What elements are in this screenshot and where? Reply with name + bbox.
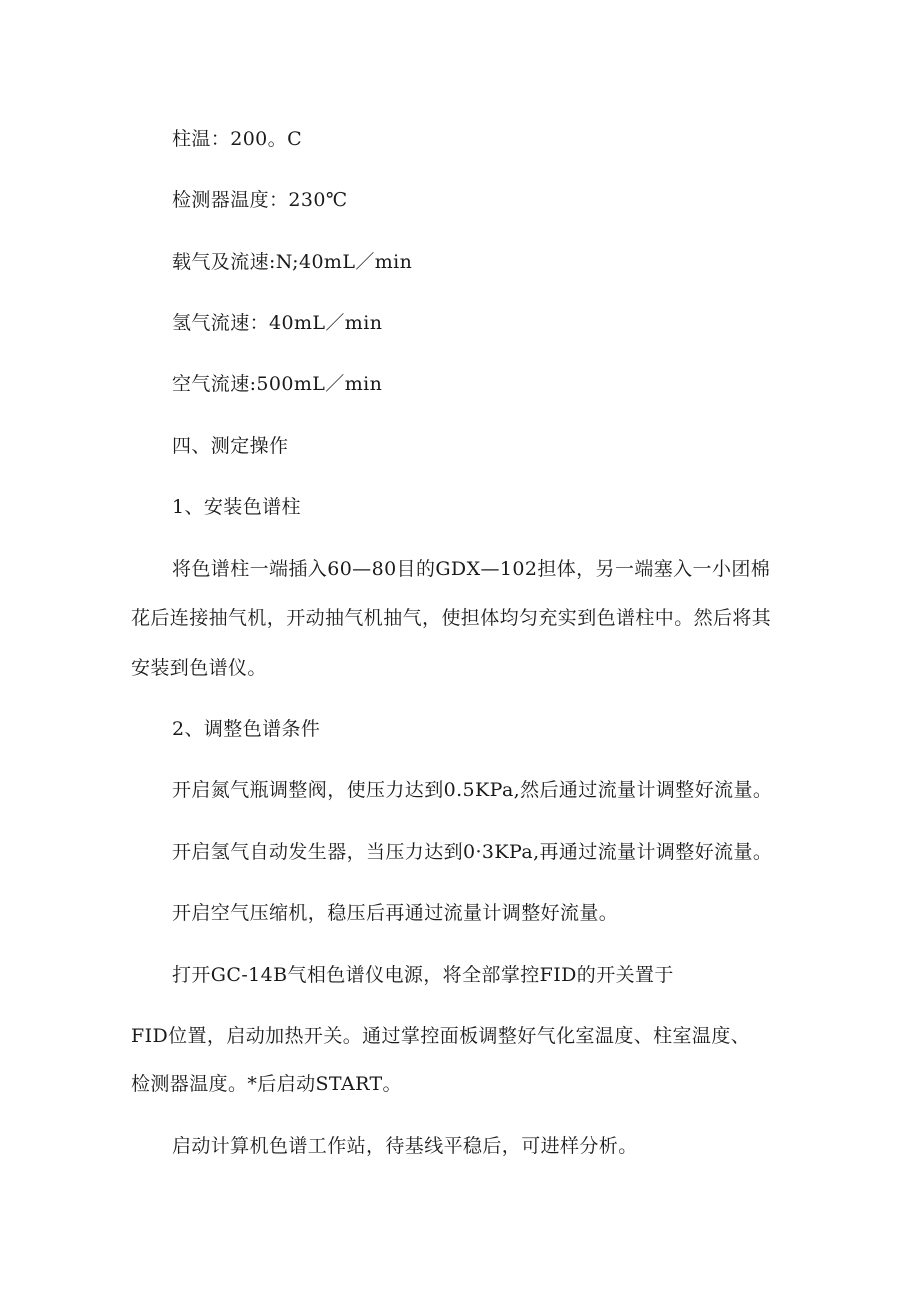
workstation-line: 启动计算机色谱工作站，待基线平稳后，可进样分析。	[172, 1135, 638, 1157]
column-temp-line: 柱温：200。C	[172, 128, 303, 150]
section-heading-measurement: 四、测定操作	[172, 435, 289, 457]
carrier-gas-line: 载气及流速:N;40mL／min	[172, 251, 413, 273]
step1-heading: 1、安装色谱柱	[172, 496, 301, 518]
air-compressor-line: 开启空气压缩机，稳压后再通过流量计调整好流量。	[172, 902, 619, 924]
hydrogen-generator-line: 开启氢气自动发生器，当压力达到0·3KPa,再通过流量计调整好流量。	[172, 841, 773, 863]
step1-paragraph-line-3: 安装到色谱仪。	[131, 657, 267, 679]
fid-line-1: FID位置，启动加热开关。通过掌控面板调整好气化室温度、柱室温度、	[131, 1025, 751, 1047]
hydrogen-flow-line: 氢气流速：40mL／min	[172, 312, 383, 334]
air-flow-line: 空气流速:500mL／min	[172, 373, 383, 395]
detector-temp-line: 检测器温度：230℃	[172, 189, 348, 211]
step1-paragraph-line-2: 花后连接抽气机，开动抽气机抽气，使担体均匀充实到色谱柱中。然后将其	[131, 607, 772, 629]
step2-heading: 2、调整色谱条件	[172, 718, 321, 740]
power-on-line: 打开GC-14B气相色谱仪电源，将全部掌控FID的开关置于	[172, 964, 674, 986]
fid-line-2: 检测器温度。*后启动START。	[131, 1073, 402, 1095]
nitrogen-line: 开启氮气瓶调整阀，使压力达到0.5KPa,然后通过流量计调整好流量。	[172, 779, 773, 801]
step1-paragraph-line-1: 将色谱柱一端插入60—80目的GDX—102担体，另一端塞入一小团棉	[172, 558, 771, 580]
